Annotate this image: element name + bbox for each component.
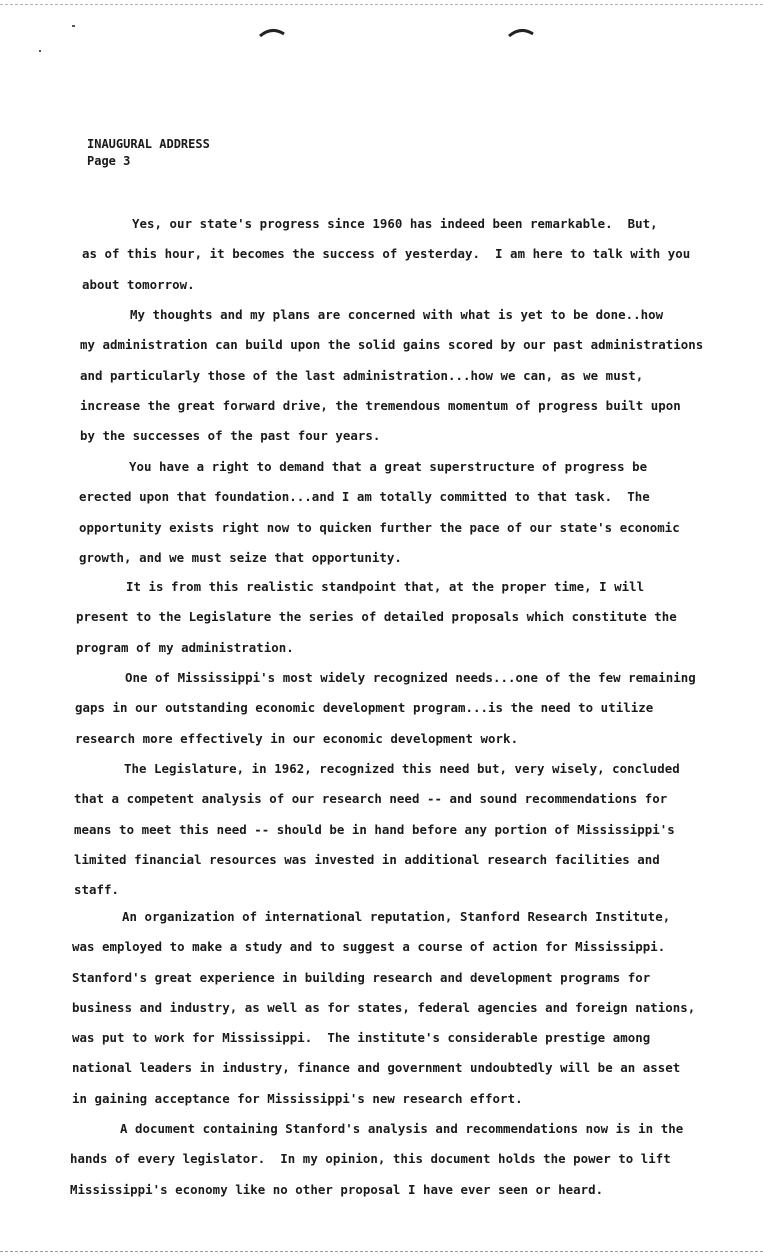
paragraph-line: research more effectively in our economic development work. [75,730,519,746]
scan-bottom-edge [0,1251,763,1252]
paragraph-line: Mississippi's economy like no other proposal I have ever seen or heard. [70,1181,604,1197]
paragraph-line: opportunity exists right now to quicken further the pace of our state's economic [79,519,680,535]
document-title: INAUGURAL ADDRESS [87,137,210,151]
binder-clip-mark-right [507,26,535,38]
document-header [87,136,210,170]
paragraph [74,754,680,905]
paragraph-line: The Legislature, in 1962, recognized this need but, very wisely, concluded [124,761,680,776]
paragraph-line: Yes, our state's progress since 1960 has indeed been remarkable. But, [132,216,658,231]
scan-top-edge [0,4,763,5]
paragraph-line: A document containing Stanford's analysis and recommendations now is in the [120,1121,684,1136]
paragraph [80,300,703,451]
paragraph-line: national leaders in industry, finance and government undoubtedly will be an asset [72,1060,681,1076]
paragraph [72,902,695,1114]
paragraph [79,452,680,573]
paragraph-line: An organization of international reputation, Stanford Research Institute, [122,909,671,924]
page-number: Page 3 [87,154,131,168]
paragraph-line: present to the Legislature the series of detailed proposals which constitute the [76,609,677,625]
paragraph-line: It is from this realistic standpoint that, at the proper time, I will [126,579,645,594]
paragraph-line: and particularly those of the last administration...how we can, as we must, [80,367,644,383]
paragraph-line: was employed to make a study and to suggest a course of action for Mississippi. [72,939,666,955]
paragraph-line: One of Mississippi's most widely recognized needs...one of the few remaining [125,670,696,685]
paragraph-line: program of my administration. [76,639,294,655]
paragraph-line: Stanford's great experience in building research and development programs for [72,969,651,985]
paragraph-line: hands of every legislator. In my opinion, this document holds the power to lift [70,1151,671,1167]
paragraph [76,572,677,663]
paragraph [82,209,690,300]
paragraph-line: as of this hour, it becomes the success of yesterday. I am here to talk with you [82,246,691,262]
paragraph-line: You have a right to demand that a great superstructure of progress be [129,459,648,474]
paragraph-line: business and industry, as well as for states, federal agencies and foreign nations, [72,999,696,1015]
paragraph [70,1114,683,1205]
scan-speck [39,50,41,52]
paragraph-line: staff. [74,882,120,898]
paragraph-line: erected upon that foundation...and I am totally committed to that task. The [79,489,650,505]
paragraph [75,663,696,754]
binder-clip-mark-left [258,26,286,38]
paragraph-line: My thoughts and my plans are concerned with what is yet to be done..how [130,307,664,322]
paragraph-line: was put to work for Mississippi. The institute's considerable prestige among [72,1030,651,1046]
paragraph-line: my administration can build upon the solid gains scored by our past administrations [80,337,704,353]
paragraph-line: growth, and we must seize that opportunity. [79,549,402,565]
paragraph-line: that a competent analysis of our research need -- and sound recommendations for [74,791,668,807]
paragraph-line: increase the great forward drive, the tremendous momentum of progress built upon [80,397,681,413]
paragraph-line: limited financial resources was invested in additional research facilities and [74,851,660,867]
paragraph-line: by the successes of the past four years. [80,428,381,444]
paragraph-line: gaps in our outstanding economic development program...is the need to utilize [75,700,654,716]
paragraph-line: about tomorrow. [82,276,195,292]
paragraph-line: in gaining acceptance for Mississippi's new research effort. [72,1090,523,1106]
paragraph-line: means to meet this need -- should be in hand before any portion of Mississippi's [74,821,675,837]
scan-speck [72,25,75,27]
